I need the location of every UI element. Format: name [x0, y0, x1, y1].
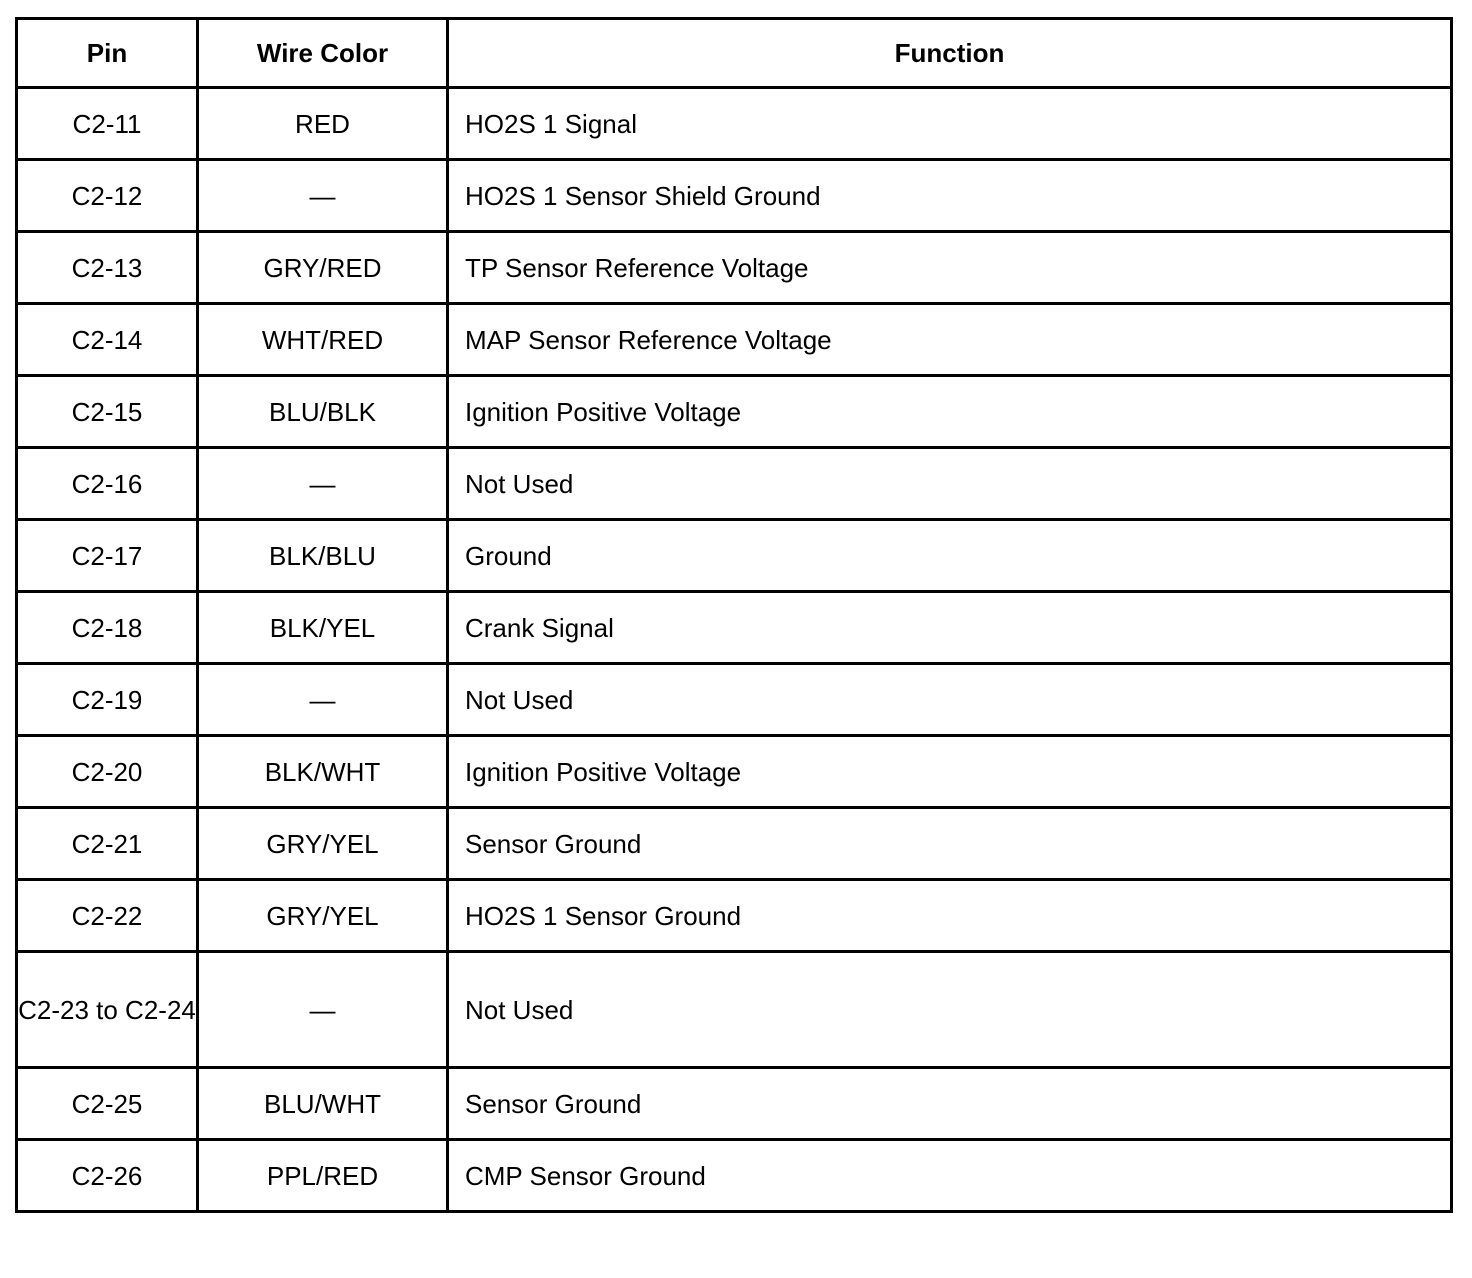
header-pin: Pin — [17, 19, 198, 88]
table-row — [17, 520, 1452, 592]
header-function: Function — [448, 19, 1452, 88]
header-wire-color: Wire Color — [198, 19, 448, 88]
function-cell: TP Sensor Reference Voltage — [448, 232, 1452, 304]
function-cell: MAP Sensor Reference Voltage — [448, 304, 1452, 376]
function-cell: CMP Sensor Ground — [448, 1140, 1452, 1212]
table-row — [17, 1140, 1452, 1212]
pin-cell: C2-22 — [17, 880, 198, 952]
function-cell: Ignition Positive Voltage — [448, 376, 1452, 448]
wire-color-cell: WHT/RED — [198, 304, 448, 376]
wire-color-cell: — — [198, 952, 448, 1068]
pin-cell: C2-25 — [17, 1068, 198, 1140]
table-row — [17, 592, 1452, 664]
wire-color-cell: PPL/RED — [198, 1140, 448, 1212]
table-row — [17, 1068, 1452, 1140]
table-row — [17, 376, 1452, 448]
table-body — [17, 88, 1452, 1212]
table-row — [17, 952, 1452, 1068]
table-header — [17, 19, 1452, 88]
header-row — [17, 19, 1452, 88]
wire-color-cell: BLK/YEL — [198, 592, 448, 664]
function-cell: Not Used — [448, 664, 1452, 736]
wire-color-cell: RED — [198, 88, 448, 160]
table-row — [17, 232, 1452, 304]
function-cell: HO2S 1 Sensor Ground — [448, 880, 1452, 952]
wire-color-cell: BLU/WHT — [198, 1068, 448, 1140]
wire-color-cell: GRY/YEL — [198, 880, 448, 952]
pin-cell: C2-12 — [17, 160, 198, 232]
wire-color-cell: — — [198, 664, 448, 736]
pin-cell: C2-11 — [17, 88, 198, 160]
pin-cell: C2-21 — [17, 808, 198, 880]
wire-color-cell: — — [198, 448, 448, 520]
function-cell: Ground — [448, 520, 1452, 592]
pin-cell: C2-23 to C2-24 — [17, 952, 198, 1068]
function-cell: Sensor Ground — [448, 808, 1452, 880]
table-row — [17, 880, 1452, 952]
table-row — [17, 88, 1452, 160]
table-row — [17, 304, 1452, 376]
wire-color-cell: — — [198, 160, 448, 232]
pin-cell: C2-18 — [17, 592, 198, 664]
function-cell: HO2S 1 Sensor Shield Ground — [448, 160, 1452, 232]
wire-color-cell: BLU/BLK — [198, 376, 448, 448]
table-row — [17, 448, 1452, 520]
table-row — [17, 808, 1452, 880]
wire-color-cell: GRY/RED — [198, 232, 448, 304]
pin-cell: C2-15 — [17, 376, 198, 448]
function-cell: Crank Signal — [448, 592, 1452, 664]
table-row — [17, 736, 1452, 808]
function-cell: Sensor Ground — [448, 1068, 1452, 1140]
wire-color-cell: GRY/YEL — [198, 808, 448, 880]
function-cell: Not Used — [448, 952, 1452, 1068]
pin-cell: C2-13 — [17, 232, 198, 304]
function-cell: Ignition Positive Voltage — [448, 736, 1452, 808]
function-cell: Not Used — [448, 448, 1452, 520]
pin-cell: C2-14 — [17, 304, 198, 376]
table-row — [17, 160, 1452, 232]
pin-cell: C2-17 — [17, 520, 198, 592]
pin-cell: C2-20 — [17, 736, 198, 808]
wire-color-cell: BLK/WHT — [198, 736, 448, 808]
pin-cell: C2-16 — [17, 448, 198, 520]
pinout-table — [15, 17, 1453, 1213]
wire-color-cell: BLK/BLU — [198, 520, 448, 592]
table-row — [17, 664, 1452, 736]
pin-cell: C2-19 — [17, 664, 198, 736]
function-cell: HO2S 1 Signal — [448, 88, 1452, 160]
pin-cell: C2-26 — [17, 1140, 198, 1212]
